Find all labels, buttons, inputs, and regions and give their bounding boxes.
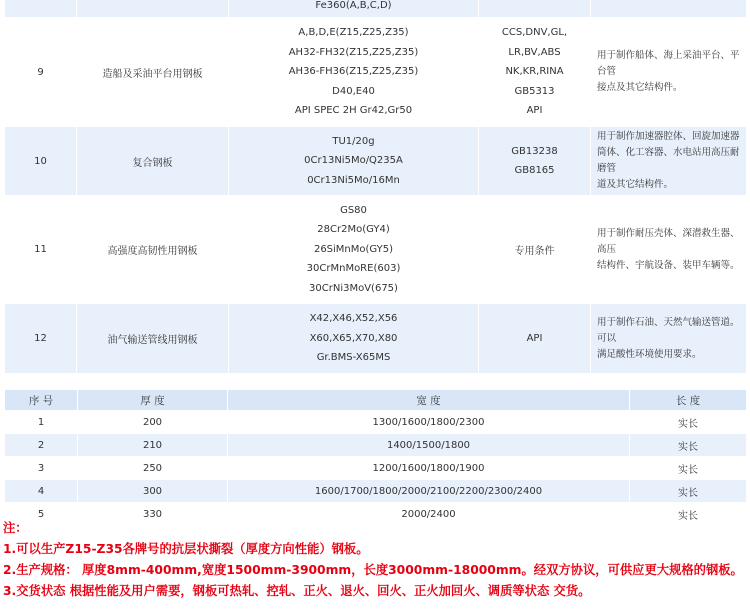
table-cell: 330 [78, 503, 228, 526]
grade-line: Gr.BMS-X65MS [316, 352, 391, 364]
usage-line: 道及其它结构件。 [597, 179, 674, 190]
row-number: 10 [5, 127, 77, 196]
table-cell: 2000/2400 [228, 503, 630, 526]
standard-line: GB13238 [511, 145, 558, 157]
steel-grades-table [4, 0, 747, 374]
grade-list [229, 0, 479, 18]
usage-line: 用于制作船体、海上采油平台、平台管 [597, 50, 740, 77]
grade-list [229, 18, 479, 127]
table-cell: 实长 [630, 503, 747, 526]
table-row [5, 127, 747, 196]
standard-line: NK,KR,RINA [505, 66, 564, 78]
table-cell: 1300/1600/1800/2300 [228, 411, 630, 434]
table-cell: 1400/1500/1800 [228, 434, 630, 457]
note-item: 2.生产规格： 厚度8mm-400mm,宽度1500mm-3900mm，长度3000mm-18000mm。经双方协议，可供应更大规格的钢板。 [3, 563, 743, 577]
table-cell: 实长 [630, 434, 747, 457]
grade-line: API SPEC 2H Gr42,Gr50 [294, 105, 413, 117]
grade-line: 0Cr13Ni5Mo/16Mn [307, 174, 400, 186]
grade-list [229, 127, 479, 196]
product-name [77, 0, 229, 18]
standard-line: API [526, 105, 543, 117]
grade-line: TU1/20g [332, 135, 375, 147]
usage-line: 用于制作耐压壳体、深潜救生器、高压 [597, 227, 740, 255]
standard-line: GB8165 [514, 165, 555, 176]
usage-line: 结构件、宇航设备、装甲车辆等。 [597, 259, 740, 271]
usage-text [591, 304, 747, 374]
table-cell: 1200/1600/1800/1900 [228, 457, 630, 480]
table-row [5, 0, 747, 18]
grade-line: X42,X46,X52,X56 [309, 313, 398, 325]
product-name: 油气输送管线用钢板 [77, 304, 229, 374]
table-cell: 实长 [630, 480, 747, 503]
standard-line: API [526, 333, 543, 344]
table-cell: 200 [78, 411, 228, 434]
grade-line: X60,X65,X70,X80 [309, 332, 398, 344]
table-cell: 4 [5, 480, 78, 503]
grade-line: 0Cr13Ni5Mo/Q235A [304, 155, 403, 167]
table-row [5, 304, 747, 374]
row-number: 12 [5, 304, 77, 374]
table-row [5, 18, 747, 127]
standard-line: LR,BV,ABS [508, 46, 561, 58]
usage-line: 用于制作石油、天然气输送管道。可以 [597, 316, 740, 344]
grade-line: 30CrMnMoRE(603) [306, 263, 401, 275]
grade-line: A,B,D,E(Z15,Z25,Z35) [298, 27, 409, 39]
grade-line: D40,E40 [332, 85, 375, 97]
standard-list [479, 0, 591, 18]
table-cell: 实长 [630, 457, 747, 480]
usage-text [591, 127, 747, 196]
usage-text [591, 196, 747, 304]
usage-text [591, 0, 747, 18]
row-number: 11 [5, 196, 77, 304]
column-header: 宽 度 [228, 390, 630, 411]
grade-line: AH32-FH32(Z15,Z25,Z35) [288, 46, 419, 58]
table-header-row [5, 390, 747, 411]
table-cell: 210 [78, 434, 228, 457]
product-name: 造船及采油平台用钢板 [77, 18, 229, 127]
table-cell: 1600/1700/1800/2000/2100/2200/2300/2400 [228, 480, 630, 503]
standard-list [479, 18, 591, 127]
product-name: 复合钢板 [77, 127, 229, 196]
grade-line: 26SiMnMo(GY5) [313, 243, 394, 255]
usage-line: 接点及其它结构件。 [597, 82, 683, 93]
notes-title: 注： [3, 521, 28, 535]
grade-line: 30CrNi3MoV(675) [309, 282, 398, 294]
grade-line: GS80 [340, 204, 367, 216]
notes-section [3, 518, 748, 602]
note-item: 1.可以生产Z15-Z35各牌号的抗层状撕裂（厚度方向性能）钢板。 [3, 542, 369, 556]
table-cell: 250 [78, 457, 228, 480]
standard-line: GB5313 [514, 85, 555, 97]
table-row [5, 434, 747, 457]
grade-line: 28Cr2Mo(GY4) [317, 224, 390, 236]
table-cell: 3 [5, 457, 78, 480]
standard-list [479, 127, 591, 196]
table-cell: 实长 [630, 411, 747, 434]
table-cell: 2 [5, 434, 78, 457]
standard-line: CCS,DNV,GL, [501, 27, 568, 39]
table-row [5, 457, 747, 480]
note-item: 3.交货状态 根据性能及用户需要，钢板可热轧、控轧、正火、退火、回火、正火加回火、调质等状态 交货。 [3, 584, 591, 598]
usage-line: 满足酸性环境使用要求。 [597, 348, 702, 360]
usage-text [591, 18, 747, 127]
usage-line: 用于制作加速器腔体、回旋加速器 [597, 131, 740, 142]
row-number [5, 0, 77, 18]
table-cell: 300 [78, 480, 228, 503]
product-name: 高强度高韧性用钢板 [77, 196, 229, 304]
standard-list [479, 304, 591, 374]
column-header: 序 号 [5, 390, 78, 411]
table-cell: 1 [5, 411, 78, 434]
column-header: 长 度 [630, 390, 747, 411]
standard-list [479, 196, 591, 304]
row-number: 9 [5, 18, 77, 127]
size-spec-table [4, 389, 747, 526]
table-row [5, 411, 747, 434]
table-row [5, 196, 747, 304]
usage-line: 筒体、化工容器、水电站用高压耐磨管 [597, 147, 740, 174]
table-cell: 5 [5, 503, 78, 526]
grade-list [229, 196, 479, 304]
standard-line: 专用条件 [514, 246, 555, 257]
grade-list [229, 304, 479, 374]
grade-line: AH36-FH36(Z15,Z25,Z35) [288, 66, 419, 78]
column-header: 厚 度 [78, 390, 228, 411]
grade-line: Fe360(A,B,C,D) [315, 0, 392, 11]
table-row [5, 480, 747, 503]
